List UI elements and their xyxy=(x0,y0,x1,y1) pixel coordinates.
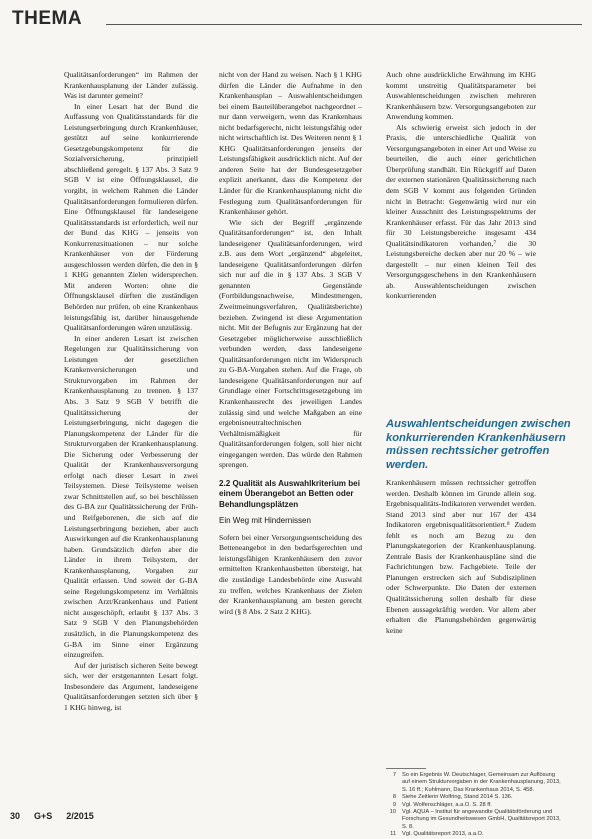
paragraph: Krankenhäusern müssen rechtssicher getroffen werden. Deshalb können im Grunde allein sog. Ergebnisqualitäts-Indikatoren verwendet werden. Stand 2013 sind aber nur 167 der 434 Indikatoren ergebnisqualitätsorientiert.⁸ Zudem fehlt es noch am Bezug zu den Planungskategorien der Krankenhausplanung. Zentrale Basis der Krankenhauspläne sind die Fachrichtungen bzw. Fachgebiete. Teile der Planungen erstrecken sich auf Subdisziplinen oder Schwerpunkte. Die Daten der externen Qualitätssicherung sollen deshalb für diese Ebenen aussagekräftig werden. Vor allem aber erhalten die Planungsbehörden gegenwärtig keine xyxy=(386,478,536,635)
paragraph: In einer Lesart hat der Bund die Auffassung von Qualitätsstandards für die Leistungserbringung durch Krankenhäuser, gestützt auf seine konkurrierende Gesetzgebungskompetenz für die Sozialversicherung, prinzipiell abschließend geregelt. § 137 Abs. 3 Satz 9 SGB V ist eine Öffnungsklausel, die vorgibt, in welchem Rahmen die Länder Qualitätsanforderungen formulieren dürfen. Eine Öffnungsklausel für landeseigene Qualitätsstandards ist erforderlich, weil nur der Bund das KHG – jenseits von Konkurrenzsituationen – nur solche Krankenhäuser von der Förderung ausgeschlossen werden dürfen, die den in § 1 KHG genannten Zielen widersprechen. Mit anderen Worten: ohne die Öffnungsklausel dürften die zuständigen Behörden nur prüfen, ob eine Krankenhaus leistungsfähig ist, darüber hinausgehende Qualitätsanforderungen wären unzulässig. xyxy=(64,101,198,333)
pull-quote: Auswahlentscheidungen zwischen konkurrierenden Krankenhäusern müssen rechtssicher getroffen werden. xyxy=(386,418,571,471)
journal-name: G+S xyxy=(34,811,53,821)
footnote: 10 Vgl. AQUA – Institut für angewandte Qualitätsförderung und Forschung im Gesundheitswesen GmbH, Qualitätsreport 2013, S. 8. xyxy=(389,809,561,830)
paragraph: Qualitätsanforderungen“ im Rahmen der Krankenhausplanung der Länder zulässig. Was ist darunter gemeint? xyxy=(64,70,198,101)
paragraph: Auf der juristisch sicheren Seite bewegt sich, wer der erstgenannten Lesart folgt. Insbesondere das Argument, landeseigene Qualitätsanforderungen setzten sich über § 1 KHG hinweg, ist xyxy=(64,660,198,712)
page-footer xyxy=(10,811,94,821)
paragraph: nicht von der Hand zu weisen. Nach § 1 KHG dürfen die Länder die Aufnahme in den Krankenhausplan – Auswahlentscheidungen bei einem Bauteilüberangebot nachgeordnet – nur dann verweigern, wenn das Krankenhaus nicht bedarfsgerecht, nicht leistungsfähig oder nicht wirtschaftlich ist. Des Weiteren nennt § 1 KHG Qualitätsanforderungen jenseits der Leistungsfähigkeit ausdrücklich nicht. Auf der anderen Seite hat der Bundesgesetzgeber explizit anerkannt, dass die Kompetenz der Länder für die Krankenhausplanung nicht die Festlegung zum Qualitätsanforderungen für Krankenhäuser gehört. xyxy=(219,70,362,217)
paragraph: In einer anderen Lesart ist zwischen Regelungen zur Qualitätssicherung von Leistungen der gesetzlichen Krankenversicherungen und Strukturvorgaben im Rahmen der Krankenhausplanung zu trennen. § 137 Abs. 3 Satz 9 SGB V betrifft die Qualitätssicherung der Leistungserbringung, nicht dagegen die Planungskompetenz der Länder für die Strukturvorgaben der Krankenhausplanung. Die Sicherung oder Verbesserung der Qualität der Krankenhausversorgung erfolgt nach dieser Lesart in zwei Teilsystemen. Diese Teilsysteme weisen zwar Schnittstellen auf, so bei beschlüssen des G-BA zur Qualitätssicherung der Früh- und Reifgeborenen, die sich auf die Leistungserbringung beziehen, aber auch Auswirkungen auf die Krankenhausplanung haben. Grundsätzlich dürfen aber die Länder in ihrem Teilsystem, der Krankenhausplanung, Vorgaben zur Qualität erlassen. Und soweit der G-BA seine Regelungskompetenz im Verhältnis zwischen Arzt/Krankenhaus und Patient nicht ausgeschöpft, erlaubt § 137 Abs. 3 Satz 9 SGB V den Planungsbehörden zusätzlich, in die Planungskompetenz des G-BA im Sinne einer Ergänzung einzugreifen. xyxy=(64,333,198,660)
text-column-3-bottom xyxy=(386,478,536,636)
footnote: 7 So ein Ergebnis W. Deutschlager, Gemeinsam zur Auflösung auf einem Strukturvorgaben in der Krankenhausplanung, 2013, S. 16 ff.; Kuhlmann, Das Krankenhaus 2014, S. 458. xyxy=(392,772,561,793)
section-label: THEMA xyxy=(12,8,83,29)
paragraph: Wie sich der Begriff „ergänzende Qualitätsanforderungen“ ist, den Inhalt landeseigener Qualitätsanforderungen, wird z.B. aus dem Wort „ergänzend“ abgeleitet, landeseigene Qualitätsanforderungen dürfen sich nur auf die in § 137 Abs. 3 SGB V genannten Gegenstände (Fortbildungsnachweise, Mindestmengen, Zweitmeinungsverfahren, Qualitätsberichte) beziehen. Zwingend ist diese Argumentation nicht. Mit der Befugnis zur Ergänzung hat der Gesetzgeber möglicherweise ausschließlich verbunden werden, dass landeseigene Qualitätsanforderungen nicht im Widerspruch zu G-BA-Vorgaben stehen. Auf die Frage, ob landeseigene Qualitätsanforderungen nur auf Grundlage einer Fortschrittsgesetzgebung im Krankenhausrecht des jeweiligen Landes zulässig sind und welche Maßgaben an eine ergebnisneutraltechnischen Verhältnismäßigkeit für Qualitätsanforderungen folgen, soll hier nicht eingegangen werden. Das würde den Rahmen sprengen. xyxy=(219,217,362,470)
footnotes-rule xyxy=(386,768,426,769)
issue-number: 2/2015 xyxy=(66,811,94,821)
text-column-2 xyxy=(219,70,362,617)
footnote: 8 Siehe Zeitlerin Wolfring, Stand 2014 S. 136. xyxy=(392,794,513,801)
header-rule xyxy=(106,24,582,25)
footnote: 9 Vgl. Wolfenschläger, a.a.O. S. 28 ff. xyxy=(392,801,492,808)
text-column-3-top xyxy=(386,70,536,302)
text-column-1 xyxy=(64,70,198,713)
section-subheading: Ein Weg mit Hindernissen xyxy=(219,516,311,526)
section-heading: 2.2 Qualität als Auswahlkriterium bei einem Überangebot an Betten oder Behandlungsplätzen xyxy=(219,478,360,509)
paragraph: Auch ohne ausdrückliche Erwähnung im KHG kommt unstreitig Qualitätsparameter bei Auswahlentscheidungen zwischen mehreren Krankenhäusern bzw. Versorgungsangeboten zur Anwendung kommen. xyxy=(386,70,536,122)
footnote: 11 Vgl. Qualitätsreport 2013, a.a.O. xyxy=(390,831,484,838)
paragraph: Sofern bei einer Versorgungsentscheidung des Betteneangebot in den bedarfsgerechten und leistungsfähigen Krankenhäusern den zuvor ermittelten Krankenhausbetten übersteigt, hat die zuständige Landesbehörde eine Auswahl zu treffen, welches Krankenhaus der Zielen der Krankenhausplanung am besten gerecht wird (§ 8 Abs. 2 Satz 2 KHG). xyxy=(219,532,362,616)
footnotes xyxy=(386,768,564,839)
page-number: 30 xyxy=(10,811,21,821)
page-header xyxy=(10,8,582,30)
paragraph: Als schwierig erweist sich jedoch in der Praxis, die unterschiedliche Qualität von Versorgungsangeboten in einer Art und Weise zu beurteilen, die auch einer gerichtlichen Überprüfung standhält. Ein Rückgriff auf Daten der externen stationären Qualitätssicherung nach dem SGB V kommt aus folgenden Gründen nicht in Betracht: Gegenwärtig wird nur ein kleiner Ausschnitt des Leistungsspektrums der Krankenhäuser erfasst. Für das Jahr 2013 sind für 30 Leistungsbereiche insgesamt 434 Qualitätsindikatoren vorhanden,⁷ die 30 Leistungsbereiche decken aber nur 20 % – wie dargestellt – nur einen kleinen Teil des Versorgungsgeschehens in den Krankenhäusern ab. Auswahlentscheidungen zwischen konkurrierenden xyxy=(386,122,536,301)
